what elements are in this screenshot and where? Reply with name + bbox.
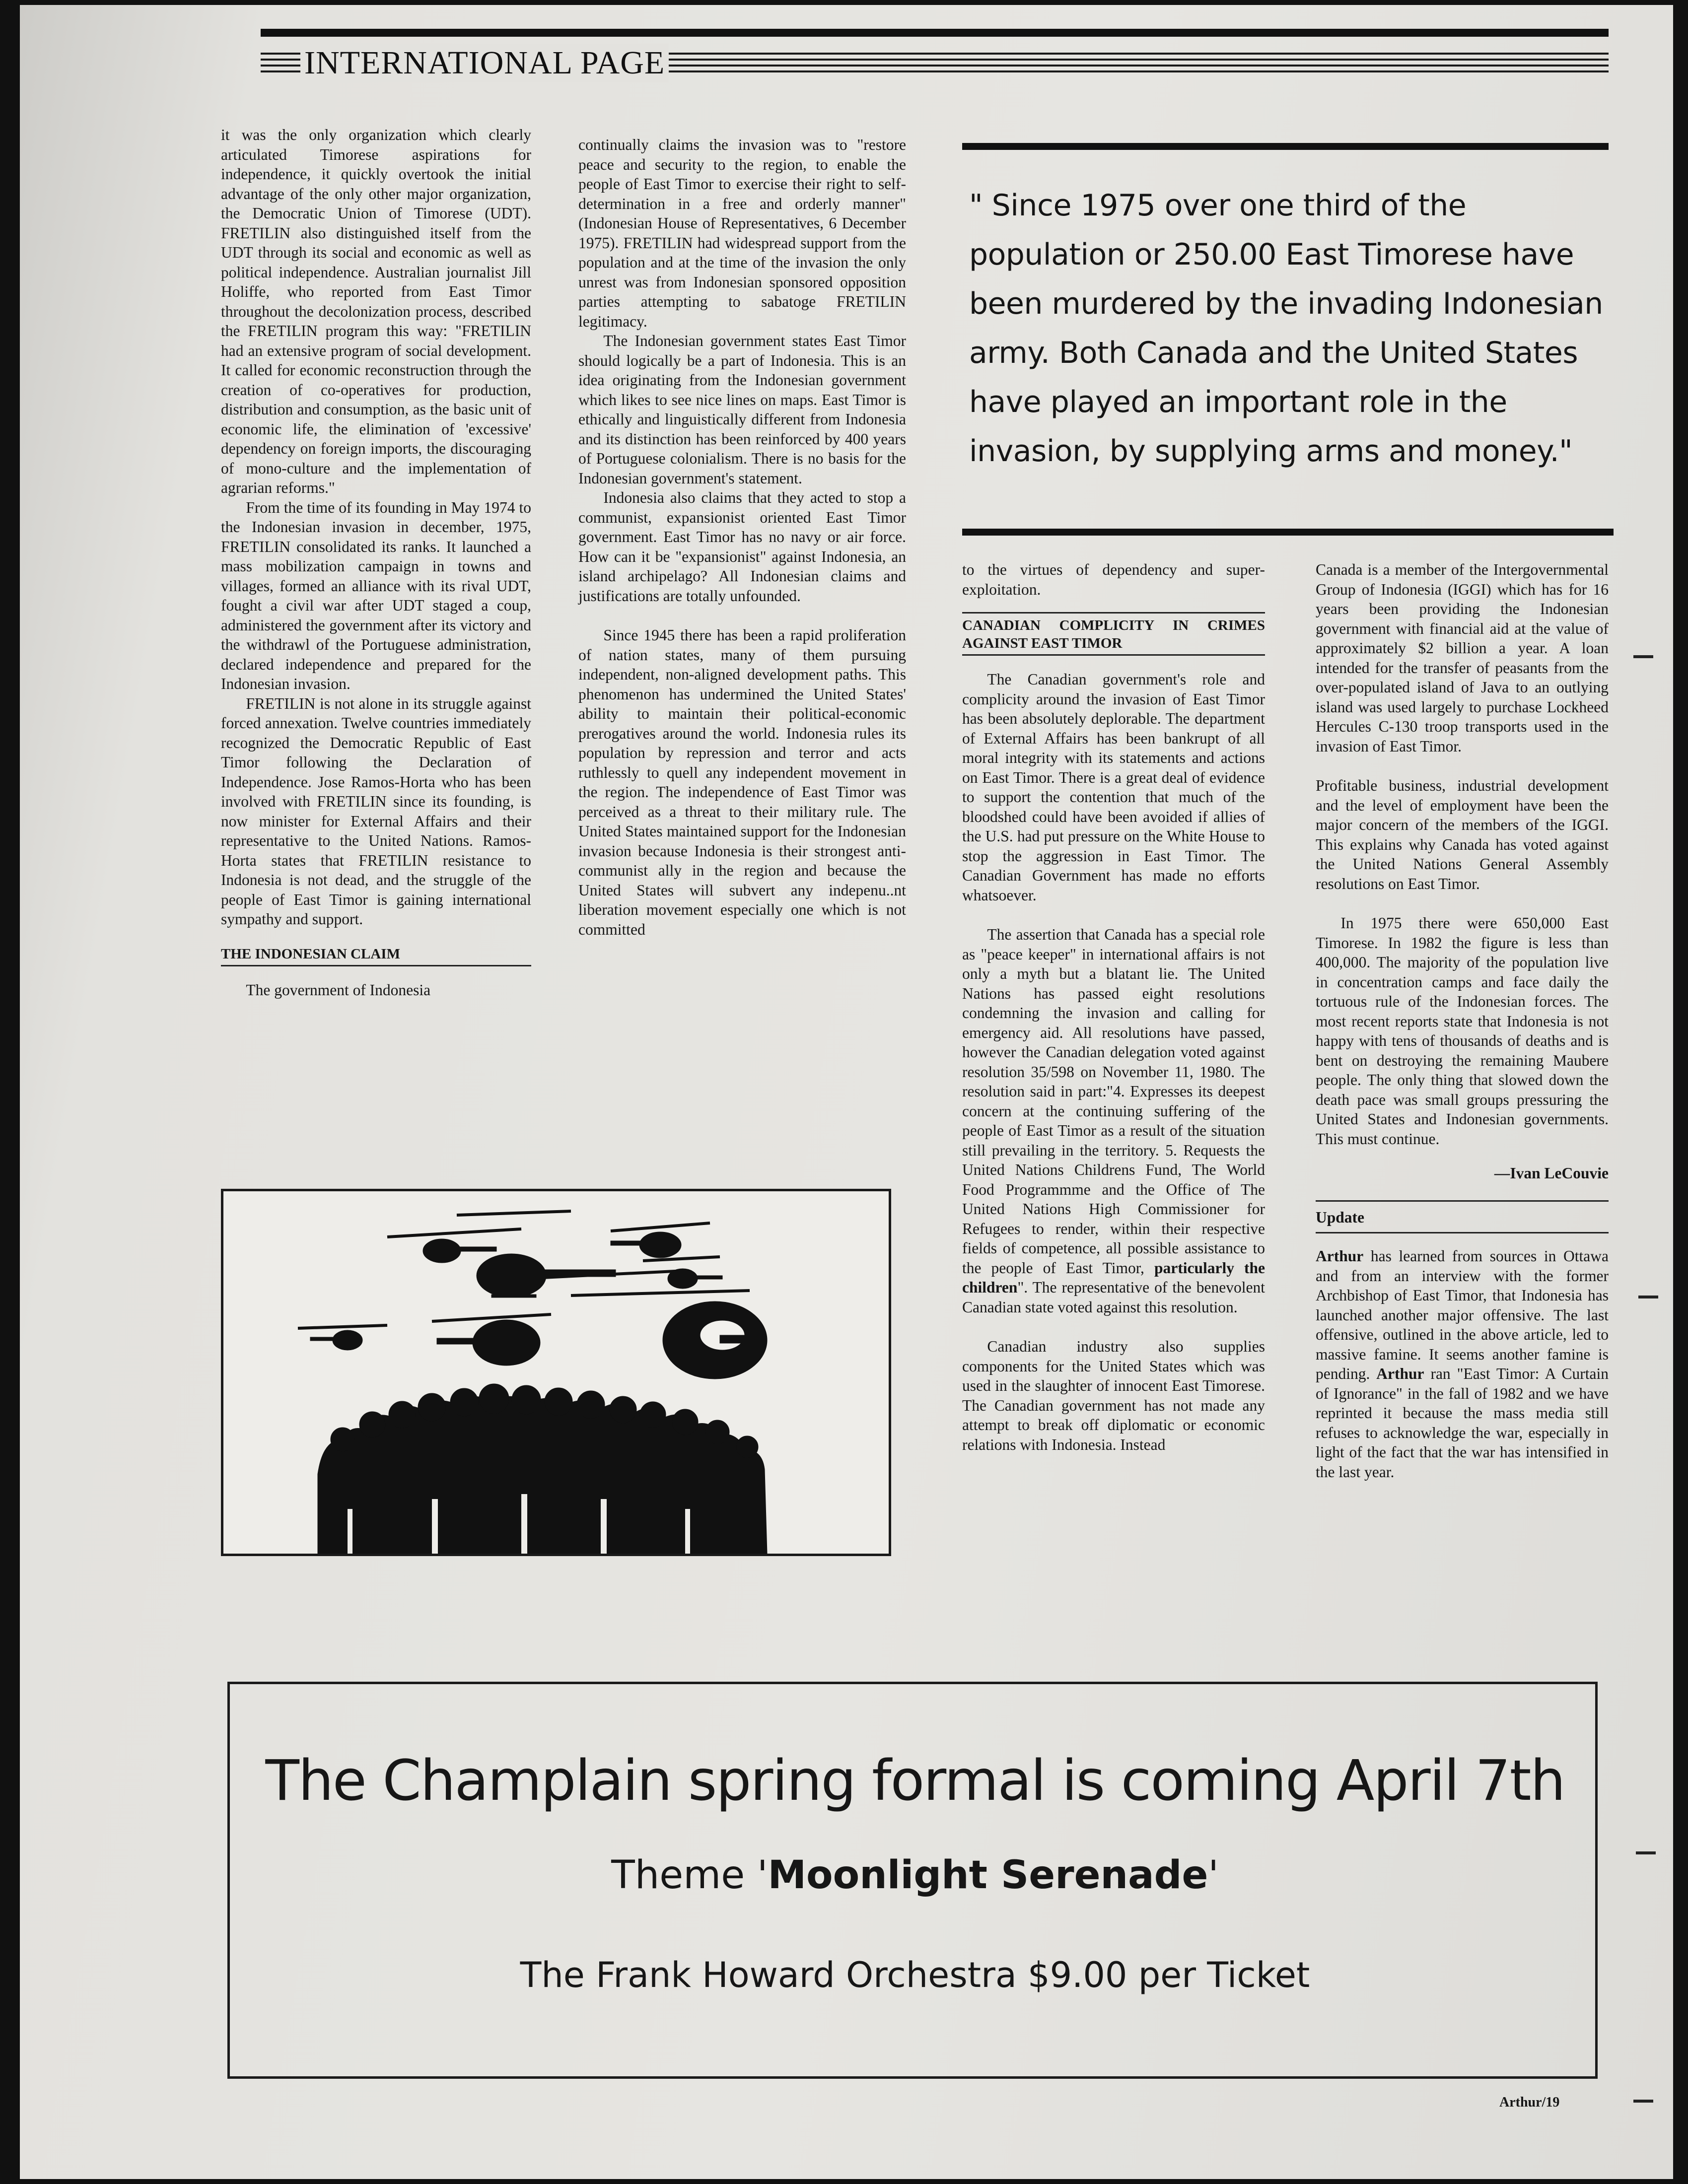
paragraph-text: has learned from sources in Ottawa and from an interview with the former Archbishop of East Timor, that Indonesia has launched another major offensive. The last offensive, outlined in the above article, led to massive famine. It seems another famine is pending. — [1316, 1247, 1609, 1382]
article-paragraph: Canadian industry also supplies components for the United States which was used in the slaughter of innocent East Timorese. The Canadian government has not made any attempt to break off diplomatic or economic relations with Indonesia. Instead — [962, 1338, 1265, 1453]
article-column-4 — [1316, 560, 1609, 1482]
paragraph-text: ran "East Timor: A Curtain of Ignorance" in the fall of 1982 and we have reprinted it because the mass media still refuses to acknowledge the war, especially in light of the fact that the war has intensified in the last year. — [1316, 1365, 1609, 1481]
article-paragraph: Indonesia also claims that they acted to stop a communist, expansionist oriented East Timor government. East Timor has no navy or air force. How can it be "expansionist" against Indonesia, an island archipelago? All Indonesian claims and justifications are totally unfounded. — [578, 489, 906, 605]
article-paragraph: to the virtues of dependency and super-exploitation. — [962, 561, 1265, 598]
article-column-1 — [221, 125, 531, 1000]
article-paragraph: From the time of its founding in May 1974 to the Indonesian invasion in december, 1975, FRETILIN consolidated its ranks. It launched a mass mobilization campaign in towns and villages, formed an alliance with its rival UDT, fought a civil war after UDT staged a coup, administered the government after its victory and the withdrawl of the Portuguese administration, declared independence and prepared for the Indonesian invasion. — [221, 498, 531, 692]
subheading-canadian-complicity: CANADIAN COMPLICITY IN CRIMES AGAINST EAST TIMOR — [962, 612, 1265, 656]
ad-headline: The Champlain spring formal is coming April 7th — [265, 1749, 1565, 1813]
article-paragraph: Since 1945 there has been a rapid proliferation of nation states, many of them pursuing independent, non-aligned development paths. This phenomenon has undermined the United States' ability to maintain their political-economic prerogatives around the world. Indonesia rules its population by repression and terror and acts ruthlessly to quell any independent movement in the region. The independence of East Timor was perceived as a threat to their military rule. The United States maintained support for the Indonesian invasion because Indonesia is their strongest anti-communist ally in the region and because the United States will subvert any indepenu..nt liberation movement especially one which is not committed — [578, 626, 906, 938]
paragraph-text: ". The representative of the benevolent Canadian state voted against this resolution. — [962, 1279, 1265, 1316]
article-paragraph: FRETILIN is not alone in its struggle against forced annexation. Twelve countries immediately recognized the Democratic Republic of East Timor following the Declaration of Independence. Jose Ramos-Horta who has been involved with FRETILIN since its founding, is now minister for External Affairs and their representative to the United Nations. Ramos-Horta states that FRETILIN resistance to Indonesia is not dead, and the struggle of the people of East Timor is gaining international sympathy and support. — [221, 694, 531, 928]
ad-theme — [230, 1853, 1600, 1898]
ad-theme-prefix: Theme ' — [611, 1853, 768, 1898]
page-folio: Arthur/19 — [1499, 2095, 1560, 2110]
article-paragraph: The government of Indonesia — [246, 981, 431, 999]
article-paragraph: Profitable business, industrial development and the level of employment have been the major concern of the members of the IGGI. This explains why Canada has voted against the United Nations General Assembly resolutions on East Timor. — [1316, 777, 1609, 892]
margin-mark — [1638, 1296, 1658, 1298]
section-title: INTERNATIONAL PAGE — [300, 44, 669, 82]
article-column-2 — [578, 135, 906, 939]
helicopter-illustration — [221, 1189, 891, 1556]
update-paragraph — [1316, 1246, 1609, 1482]
subheading-indonesian-claim: THE INDONESIAN CLAIM — [221, 942, 531, 966]
article-paragraph — [962, 925, 1265, 1317]
article-paragraph: continually claims the invasion was to "restore peace and security to the region, to enable the people of East Timor to exercise their right to self-determination in a free and orderly manner"(Indonesian House of Representatives, 6 December 1975). FRETILIN had widespread support from the population and at the time of the invasion the only unrest was from Indonesian sponsored opposition parties attempting to sabatoge FRETILIN legitimacy. — [578, 136, 906, 330]
section-header — [261, 44, 1609, 82]
ad-theme-name: Moonlight Serenade — [768, 1853, 1208, 1898]
publication-name: Arthur — [1316, 1247, 1364, 1265]
update-heading-box — [1316, 1200, 1609, 1234]
article-paragraph: it was the only organization which clearly articulated Timorese aspirations for independence, it quickly overtook the initial advantage of the only other major organization, the Democratic Union of Timorese (UDT). FRETILIN also distinguished itself from the UDT through its social and economic as well as political independence. Australian journalist Jill Holiffe, who reported from East Timor throughout the decolonization process, described the FRETILIN program this way: "FRETILIN had an extensive program of social development. It called for economic reconstruction through the creation of co-operatives for production, distribution and consumption, as the basic unit of economic life, the elimination of 'excessive' dependency on foreign imports, the discouraging of mono-culture and the implementation of agrarian reforms." — [221, 126, 531, 496]
update-heading: Update — [1316, 1208, 1365, 1226]
emphasis-text: particularly the children — [962, 1259, 1266, 1296]
publication-name: Arthur — [1376, 1365, 1424, 1382]
article-paragraph: The Canadian government's role and complicity around the invasion of East Timor has been absolutely deplorable. The department of External Affairs has been bankrupt of all moral integrity with its statements and actions on East Timor. There is a great deal of evidence to support the contention that much of the bloodshed could have been avoided if allies of the U.S. had put pressure on the White House to stop the aggression in East Timor. The Canadian Government has made no efforts whatsoever. — [962, 671, 1265, 904]
article-paragraph: In 1975 there were 650,000 East Timorese. In 1982 the figure is less than 400,000. The majority of the population live in concentration camps and face daily the tortuous rule of the Indonesian forces. The most recent reports state that Indonesia is not happy with tens of thousands of deaths and is bent on destroying the remaining Maubere people. The only thing that slowed down the death pace was small groups pressuring the United States and Indonesian governments. This must continue. — [1316, 914, 1609, 1148]
helicopters-and-crowd-icon — [223, 1191, 889, 1554]
article-paragraph: Canada is a member of the Intergovernmental Group of Indonesia (IGGI) which has for 16 years been providing the Indonesian government with financial aid at the value of approximately $2 billion a year. A loan intended for the transfer of peasants from the over-populated island of Java to an outlying island was used largely to purchase Lockheed Hercules C-130 troop transports used in the invasion of East Timor. — [1316, 561, 1609, 755]
pull-quote: " Since 1975 over one third of the population or 250.00 East Timorese have been murdered by the invading Indonesian army. Both Canada and the United States have played an important role in the invasion, by supplying arms and money." — [969, 188, 1603, 469]
margin-mark — [1636, 1851, 1656, 1854]
ad-theme-suffix: ' — [1208, 1853, 1219, 1898]
margin-mark — [1633, 2100, 1653, 2103]
newspaper-page — [20, 5, 1673, 2179]
paragraph-text: The assertion that Canada has a special role as "peace keeper" in international affairs is not only a myth but a blatant lie. The United Nations has passed eight resolutions condemning the invasion and calling for emergency aid. All resolutions have passed, however the Canadian delegation voted against resolution 35/598 on November 11, 1980. The resolution said in part:"4. Expresses its deepest concern at the continuing suffering of the people of East Timor as a result of the situation still prevailing in the territory. 5. Requests the United Nations Childrens Fund, The World Food Programmme and the Office of The United Nations High Commissioner for Refugees to render, within their respective fields of competence, all possible assistance to the people of East Timor, — [962, 926, 1265, 1277]
margin-mark — [1633, 655, 1653, 658]
top-rule — [261, 29, 1609, 37]
pullquote-rule-top — [962, 143, 1609, 150]
author-signature: —Ivan LeCouvie — [1494, 1164, 1609, 1182]
formal-advertisement — [227, 1682, 1598, 2079]
article-column-3 — [962, 560, 1265, 1454]
article-paragraph: The Indonesian government states East Timor should logically be a part of Indonesia. This is an idea originating from the Indonesian government which likes to see nice lines on maps. East Timor is ethically and linguistically different from Indonesia and its distinction has been reinforced by 400 years of Portuguese colonialism. There is no basis for the Indonesian government's statement. — [578, 332, 906, 487]
ad-details: The Frank Howard Orchestra $9.00 per Ticket — [520, 1955, 1310, 1995]
pullquote-rule-bottom — [962, 529, 1614, 536]
